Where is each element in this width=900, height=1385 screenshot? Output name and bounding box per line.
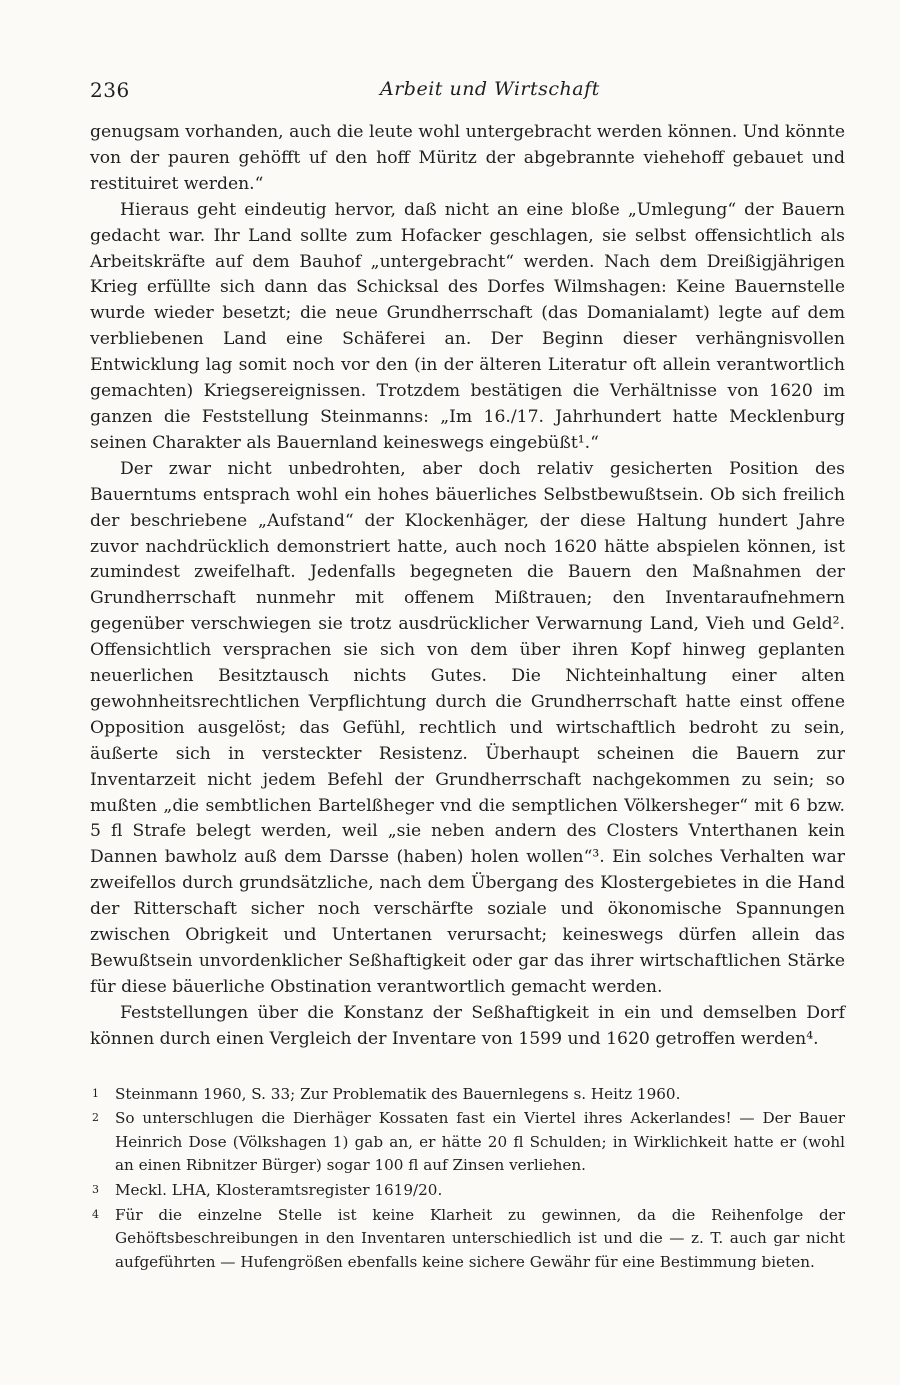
footnote-2 (90, 1107, 845, 1178)
running-head: Arbeit und Wirtschaft (380, 78, 600, 100)
paragraph-4: Feststellungen über die Konstanz der Seßhaftigkeit in ein und demselben Dorf können durch einen Vergleich der Inventare von 1599 und 1620 getroffen werden⁴. (90, 1002, 845, 1049)
page-number: 236 (90, 78, 130, 102)
footnote-number: 1 (92, 1086, 99, 1100)
footnote-text: Meckl. LHA, Klosteramtsregister 1619/20. (115, 1181, 443, 1199)
paragraph-1: genugsam vorhanden, auch die leute wohl untergebracht werden können. Und könnte von der pauren gehöfft uf den hoff Müritz der abgebrannte viehehoff gebauet und restituiret werden.“ (90, 122, 845, 194)
footnote-text: Steinmann 1960, S. 33; Zur Problematik des Bauernlegens s. Heitz 1960. (115, 1084, 681, 1103)
paragraph-2: Hieraus geht eindeutig hervor, daß nicht an eine bloße „Umlegung“ der Bauern gedacht war. Ihr Land sollte zum Hofacker geschlagen, sie selbst offensichtlich als Arbeitskräfte auf dem Bauhof „untergebracht“ werden. Nach dem Dreißigjährigen Krieg erfüllte sich dann das Schicksal des Dorfes Wilmshagen: Keine Bauernstelle wurde wieder besetzt; die neue Grundherrschaft (das Domanialamt) legte auf dem verbliebenen Land eine Schäferei an. Der Beginn dieser verhängnisvollen Entwicklung lag somit noch vor den (in der älteren Literatur oft allein verantwortlich gemachten) Kriegsereignissen. Trotzdem bestätigen die Verhältnisse von 1620 im ganzen die Feststellung Steinmanns: „Im 16./17. Jahrhundert hatte Mecklenburg seinen Charakter als Bauernland keineswegs eingebüßt¹.“ (90, 199, 845, 453)
body-text (90, 120, 845, 1053)
footnote-separator (90, 1053, 845, 1083)
footnotes (90, 1083, 845, 1275)
page (90, 78, 845, 1275)
footnote-text: So unterschlugen die Dierhäger Kossaten fast ein Viertel ihres Ackerlandes! — Der Bauer Heinrich Dose (Völkshagen 1) gab an, er hätte 20 fl Schulden; in Wirklichkeit hatte er (wohl an einen Ribnitzer Bürger) sogar 100 fl auf Zinsen verliehen. (115, 1109, 845, 1175)
footnote-number: 2 (92, 1111, 99, 1125)
page-header (90, 78, 845, 110)
footnote-text: Für die einzelne Stelle ist keine Klarheit zu gewinnen, da die Reihenfolge der Gehöftsbeschreibungen in den Inventaren unterschiedlich ist und die — z. T. auch gar nicht aufgeführten — Hufengrößen ebenfalls keine sichere Gewähr für eine Bestimmung bieten. (115, 1205, 845, 1271)
paragraph-3: Der zwar nicht unbedrohten, aber doch relativ gesicherten Position des Bauerntums entsprach wohl ein hohes bäuerliches Selbstbewußtsein. Ob sich freilich der beschriebene „Aufstand“ der Klockenhäger, der diese Haltung hundert Jahre zuvor nachdrücklich demonstriert hatte, auch noch 1620 hätte abspielen können, ist zumindest zweifelhaft. Jedenfalls begegneten die Bauern den Maßnahmen der Grundherrschaft nunmehr mit offenem Mißtrauen; den Inventaraufnehmern gegenüber verschwiegen sie trotz ausdrücklicher Verwarnung Land, Vieh und Geld². Offensichtlich versprachen sie sich von dem über ihren Kopf hinweg geplanten neuerlichen Besitztausch nichts Gutes. Die Nichteinhaltung einer alten gewohnheitsrechtlichen Verpflichtung durch die Grundherrschaft hatte einst offene Opposition ausgelöst; das Gefühl, rechtlich und wirtschaftlich bedroht zu sein, äußerte sich in versteckter Resistenz. Überhaupt scheinen die Bauern zur Inventarzeit nicht jedem Befehl der Grundherrschaft nachgekommen zu sein; so mußten „die sembtlichen Bartelßheger vnd die semptlichen Völkersheger“ mit 6 bzw. 5 fl Strafe belegt werden, weil „sie neben andern des Closters Vnterthanen kein Dannen bawholz auß dem Darsse (haben) holen wollen“³. Ein solches Verhalten war zweifellos durch grundsätzliche, nach dem Übergang des Klostergebietes in die Hand der Ritterschaft sicher noch verschärfte soziale und ökonomische Spannungen zwischen Obrigkeit und Untertanen verursacht; keineswegs dürfen allein das Bewußtsein unvordenklicher Seßhaftigkeit oder gar das ihrer wirtschaftlichen Stärke für diese bäuerliche Obstination verantwortlich gemacht werden. (90, 458, 845, 997)
footnote-1 (90, 1083, 845, 1107)
footnote-number: 3 (92, 1183, 99, 1196)
footnote-number: 4 (92, 1207, 99, 1221)
footnote-3 (90, 1179, 845, 1203)
footnote-4 (90, 1204, 845, 1275)
